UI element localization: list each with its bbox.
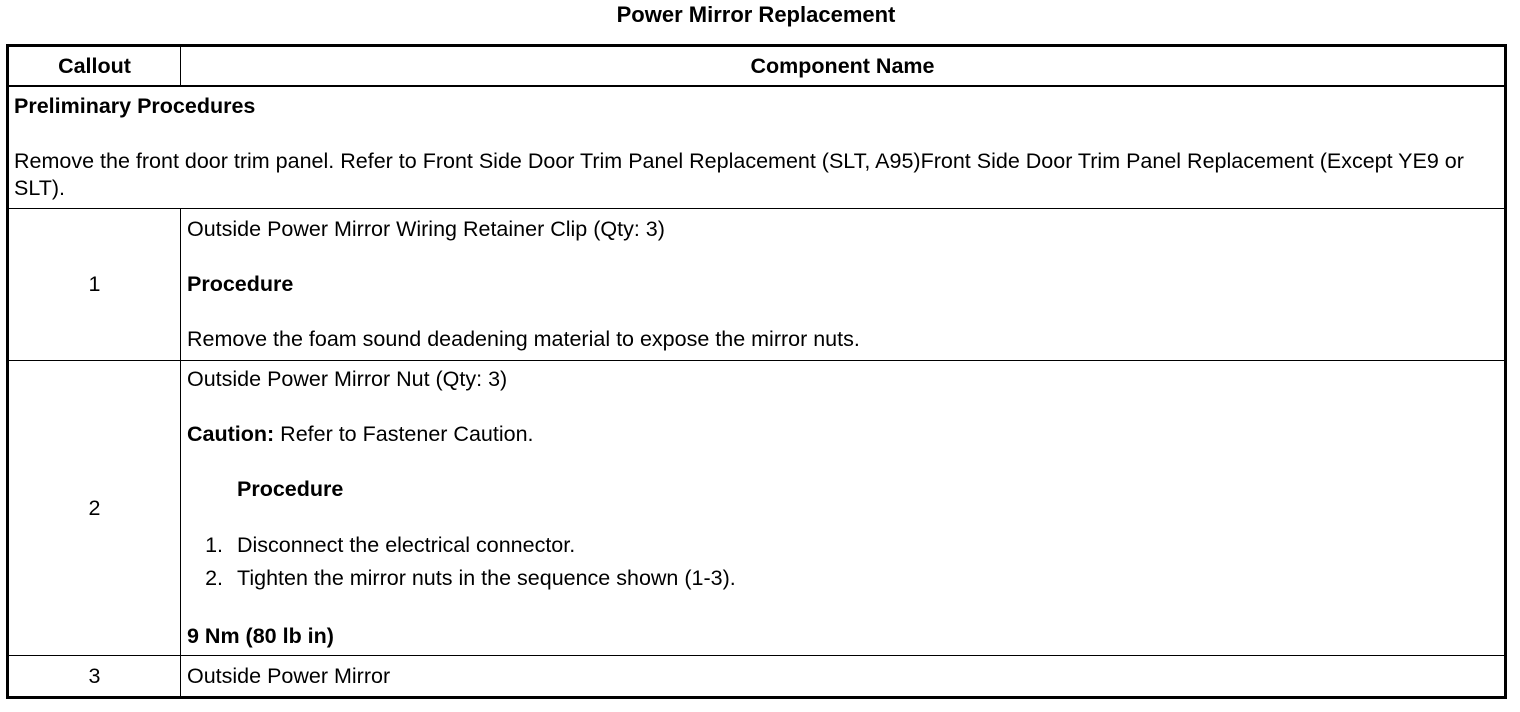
torque-spec: 9 Nm (80 lb in) (187, 624, 334, 648)
component-name: Outside Power Mirror Wiring Retainer Clip (Qty: 3) (187, 217, 665, 241)
document-title: Power Mirror Replacement (616, 2, 896, 27)
component-table (6, 44, 1507, 699)
caution-label: Caution: (187, 422, 275, 446)
step-text: Disconnect the electrical connector. (237, 533, 576, 557)
table-row (8, 209, 1506, 361)
step-number: 1. (205, 533, 223, 557)
table-row (8, 656, 1506, 698)
callout-number: 2 (8, 361, 181, 656)
preliminary-cell (8, 86, 1506, 209)
list-item (187, 529, 1498, 562)
component-name-header: Component Name (181, 46, 1506, 87)
preliminary-text: Remove the front door trim panel. Refer to Front Side Door Trim Panel Replacement (SLT, A95)Front Side Door Trim Panel Replacement (Except YE9 or SLT). (14, 149, 1464, 200)
preliminary-heading: Preliminary Procedures (14, 94, 256, 118)
preliminary-row (8, 86, 1506, 209)
procedure-heading: Procedure (187, 272, 294, 296)
component-name: Outside Power Mirror (181, 656, 1506, 698)
caution-note (187, 421, 1498, 448)
callout-number: 3 (8, 656, 181, 698)
component-name: Outside Power Mirror Nut (Qty: 3) (187, 367, 508, 391)
procedure-text: Remove the foam sound deadening material to expose the mirror nuts. (187, 327, 860, 351)
caution-text: Refer to Fastener Caution. (274, 422, 534, 446)
step-number: 2. (205, 566, 223, 590)
step-text: Tighten the mirror nuts in the sequence shown (1-3). (237, 566, 736, 590)
callout-number: 1 (8, 209, 181, 361)
table-header-row (8, 46, 1506, 87)
callout-header: Callout (8, 46, 181, 87)
component-detail-cell (181, 361, 1506, 656)
procedure-steps (187, 529, 1498, 595)
list-item (187, 562, 1498, 595)
procedure-heading: Procedure (237, 477, 344, 501)
component-detail-cell (181, 209, 1506, 361)
table-row (8, 361, 1506, 656)
